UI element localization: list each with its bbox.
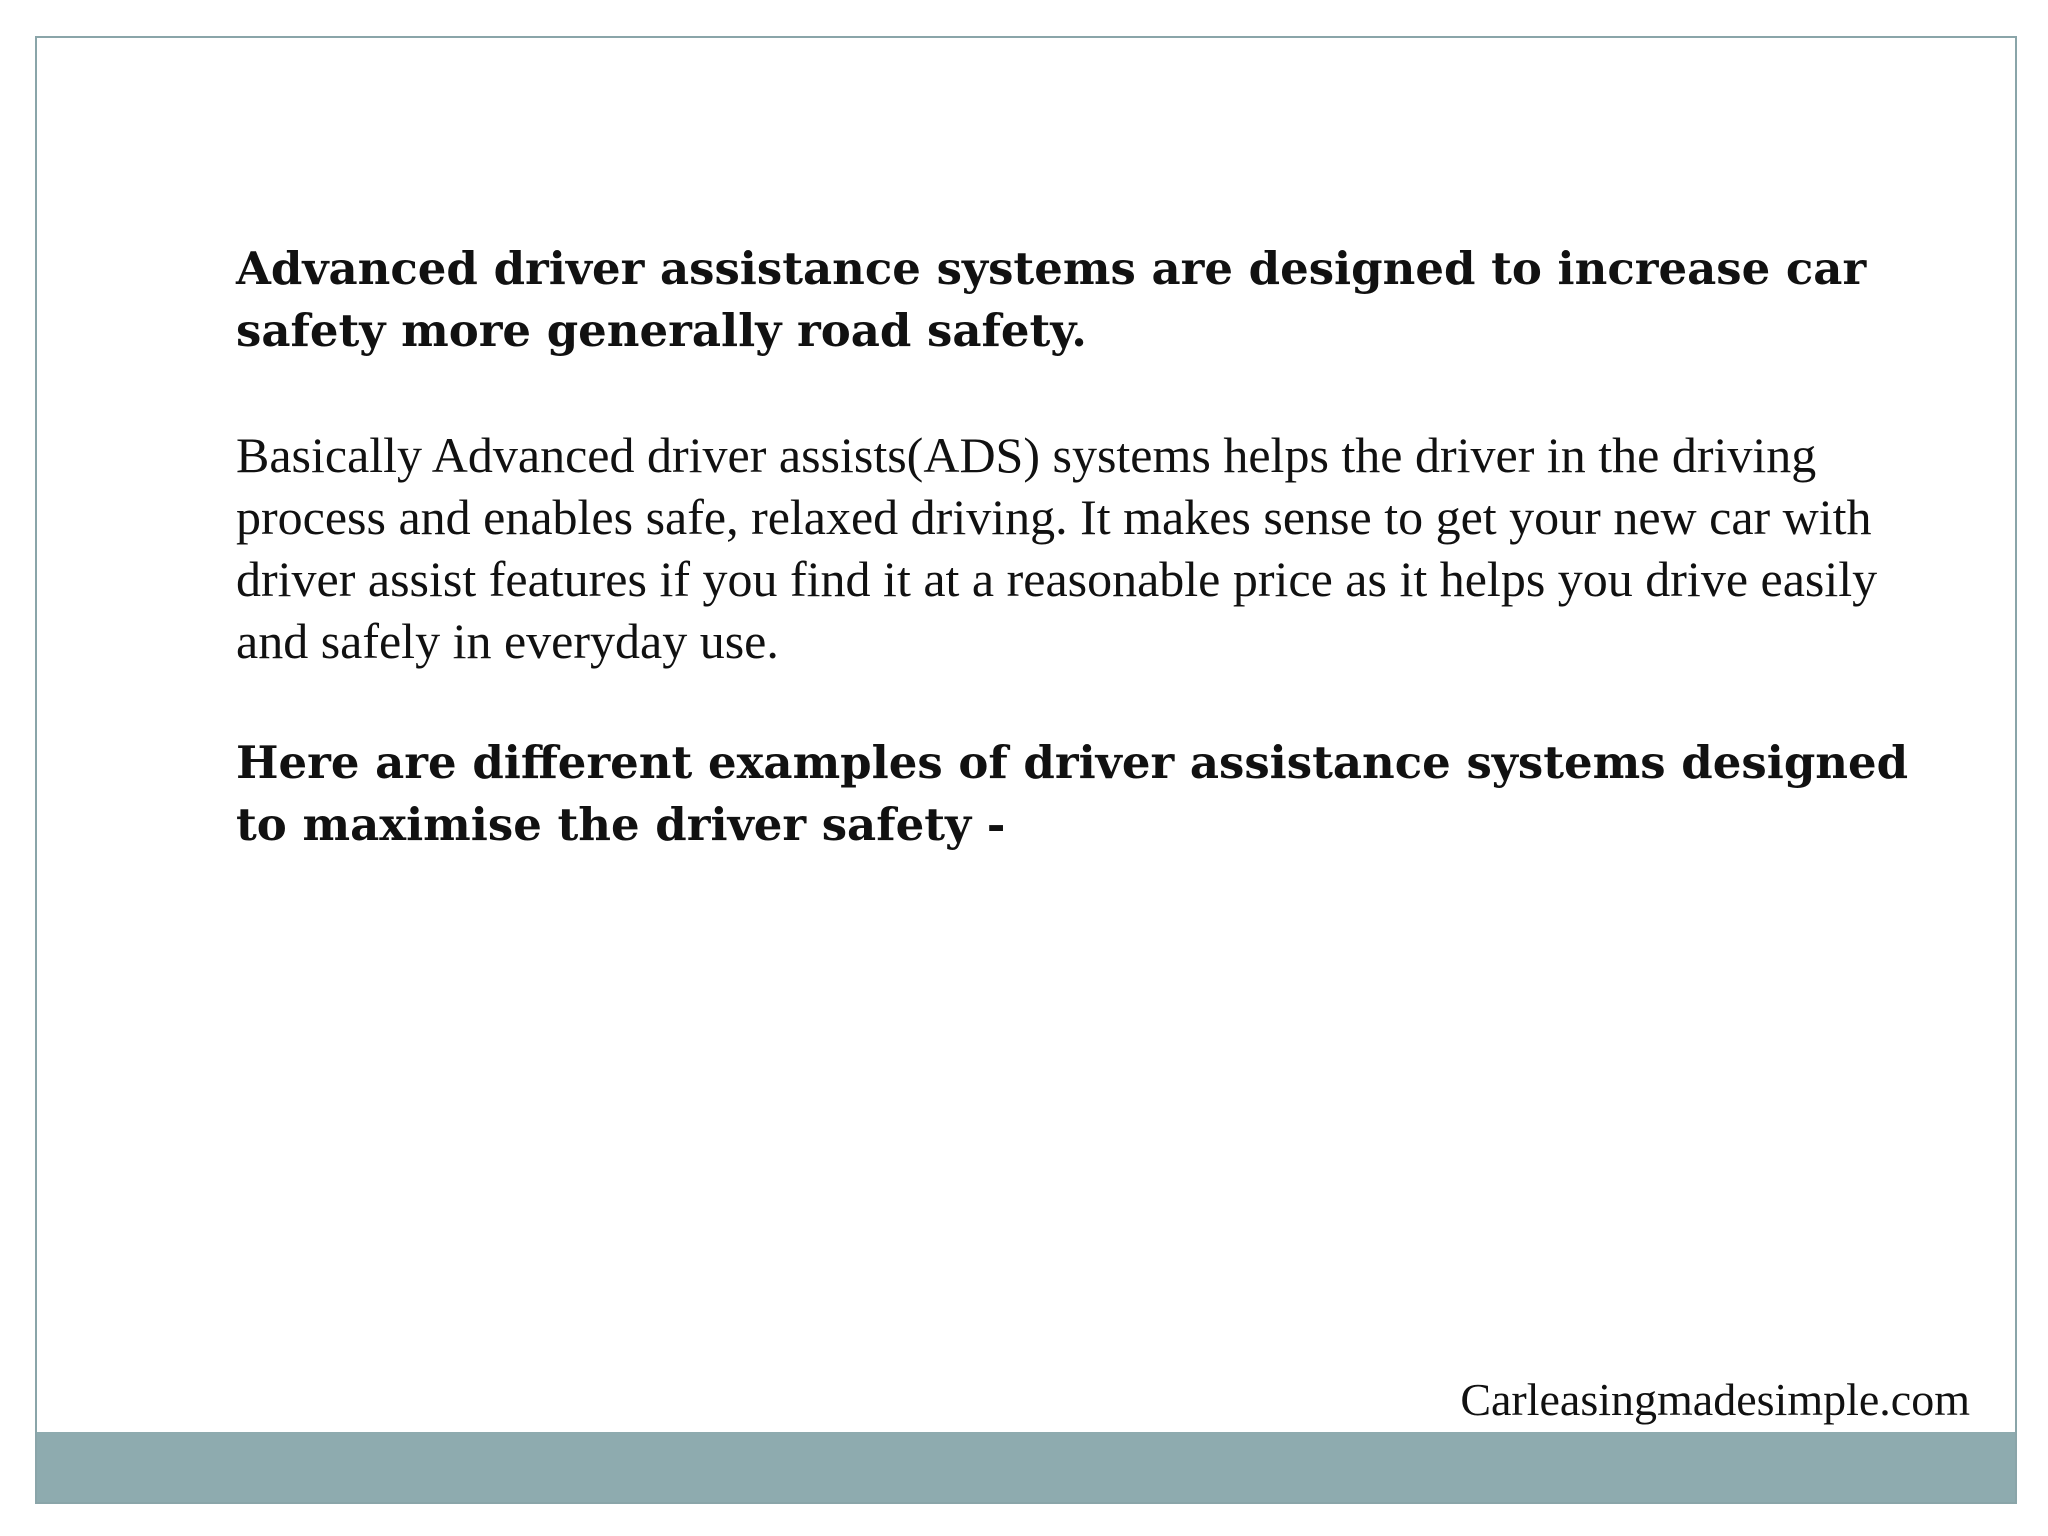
intro-heading: Advanced driver assistance systems are designed to increase car safety more generally road safety. [236, 242, 1867, 357]
examples-heading: Here are different examples of driver assistance systems designed to maximise the driver safety - [236, 736, 1909, 851]
spacer [236, 362, 1916, 424]
body-paragraph: Basically Advanced driver assists(ADS) systems helps the driver in the driving process and enables safe, relaxed driving. It makes sense to get your new car with driver assist features if you find it at a reasonable price as it helps you drive easily and safely in everyday use. [236, 427, 1878, 669]
spacer [236, 672, 1916, 732]
slide-frame [35, 36, 2017, 1504]
slide-content [236, 238, 1916, 856]
website-label: Carleasingmadesimple.com [1460, 1374, 1970, 1425]
footer-bar [37, 1432, 2015, 1502]
